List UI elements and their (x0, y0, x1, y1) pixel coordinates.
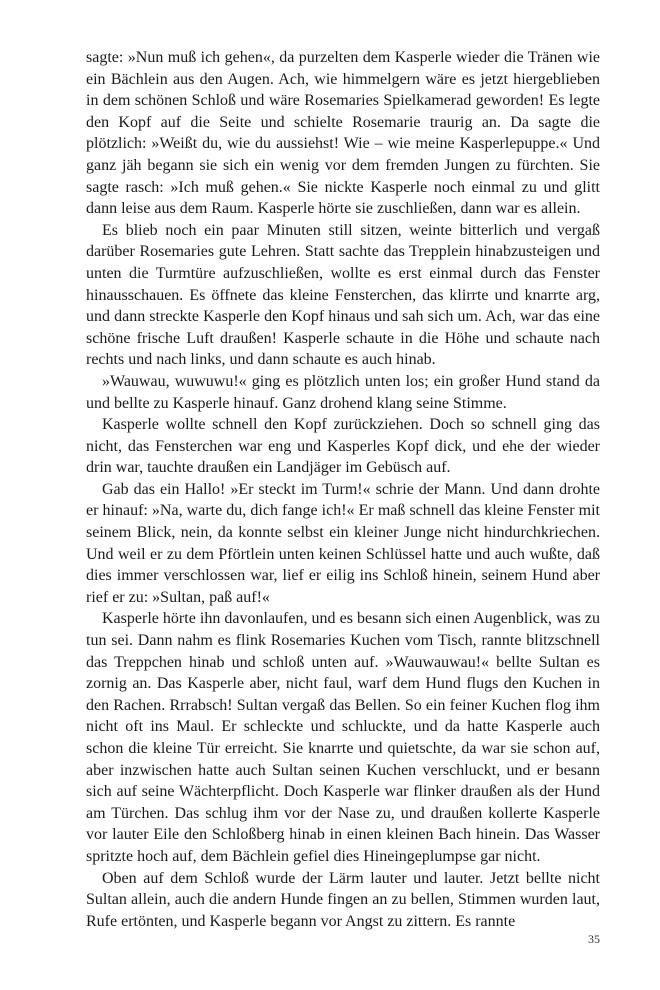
paragraph-6: Kasperle hörte ihn davonlaufen, und es besann sich einen Augenblick, was zu tun sei. Dann nahm es flink Rosemaries Kuchen vom Tisch, rannte blitzschnell das Treppchen hinab und schloß unten auf. »Wauwauwau!« bellte Sultan es zornig an. Das Kasperle aber, nicht faul, warf dem Hund flugs den Kuchen in den Rachen. Rrrabsch! Sultan vergaß das Bellen. So ein feiner Kuchen flog ihm nicht oft ins Maul. Er schleckte und schluckte, und da hatte Kasperle auch schon die kleine Tür erreicht. Sie knarrte und quietschte, da war sie schon auf, aber inzwischen hatte auch Sultan seinen Kuchen verschluckt, und er besann sich auf seine Wächterpflicht. Doch Kasperle war flinker draußen als der Hund am Türchen. Das schlug ihm vor der Nase zu, und draußen kollerte Kasperle vor lauter Eile den Schloßberg hinab in einen kleinen Bach hinein. Das Wasser spritzte hoch auf, dem Bächlein gefiel dies Hineingeplumpse gar nicht. (86, 610, 600, 865)
book-page-text (86, 47, 600, 932)
paragraph-3: »Wauwau, wuwuwu!« ging es plötzlich unten los; ein großer Hund stand da und bellte zu Kasperle hinauf. Ganz drohend klang seine Stimme. (86, 372, 600, 412)
paragraph-4: Kasperle wollte schnell den Kopf zurückziehen. Doch so schnell ging das nicht, das Fensterchen war eng und Kasperles Kopf dick, und ehe der wieder drin war, tauchte draußen ein Landjäger im Gebüsch auf. (86, 416, 600, 477)
paragraph-5: Gab das ein Hallo! »Er steckt im Turm!« schrie der Mann. Und dann drohte er hinauf: »Na, warte du, dich fange ich!« Er maß schnell das kleine Fenster mit seinem Blick, nein, da konnte selbst ein kleiner Junge nicht hindurchkriechen. Und weil er zu dem Pförtlein unten keinen Schlüssel hatte und auch wußte, daß dies immer verschlossen war, lief er eilig ins Schloß hinein, seinem Hund aber rief er zu: »Sultan, paß auf!« (86, 480, 600, 606)
page-number: 35 (588, 932, 600, 946)
paragraph-2: Es blieb noch ein paar Minuten still sitzen, weinte bitterlich und vergaß darüber Rosemaries gute Lehren. Statt sachte das Trepplein hinabzusteigen und unten die Turmtüre aufzuschließen, wollte es erst einmal durch das Fenster hinausschauen. Es öffnete das kleine Fensterchen, das klirrte und knarrte arg, und dann streckte Kasperle den Kopf hinaus und sah sich um. Ach, war das eine schöne frische Luft draußen! Kasperle schaute in die Höhe und schaute nach rechts und nach links, und dann schaute es auch hinab. (86, 221, 600, 369)
paragraph-7: Oben auf dem Schloß wurde der Lärm lauter und lauter. Jetzt bellte nicht Sultan allein, auch die andern Hunde fingen an zu bellen, Stimmen wurden laut, Rufe ertönten, und Kasperle begann vor Angst zu zittern. Es rannte (86, 869, 600, 930)
paragraph-1: sagte: »Nun muß ich gehen«, da purzelten dem Kasperle wieder die Tränen wie ein Bächlein aus den Augen. Ach, wie himmelgern wäre es jetzt hiergeblieben in dem schönen Schloß und wäre Rosemaries Spielkamerad geworden! Es legte den Kopf auf die Seite und schielte Rosemarie traurig an. Da sagte die plötzlich: »Weißt du, wie du aussiehst! Wie – wie meine Kasperlepuppe.« Und ganz jäh begann sie sich ein wenig vor dem fremden Jungen zu fürchten. Sie sagte rasch: »Ich muß gehen.« Sie nickte Kasperle noch einmal zu und glitt dann leise aus dem Raum. Kasperle hörte sie zuschließen, dann war es allein. (86, 49, 600, 218)
